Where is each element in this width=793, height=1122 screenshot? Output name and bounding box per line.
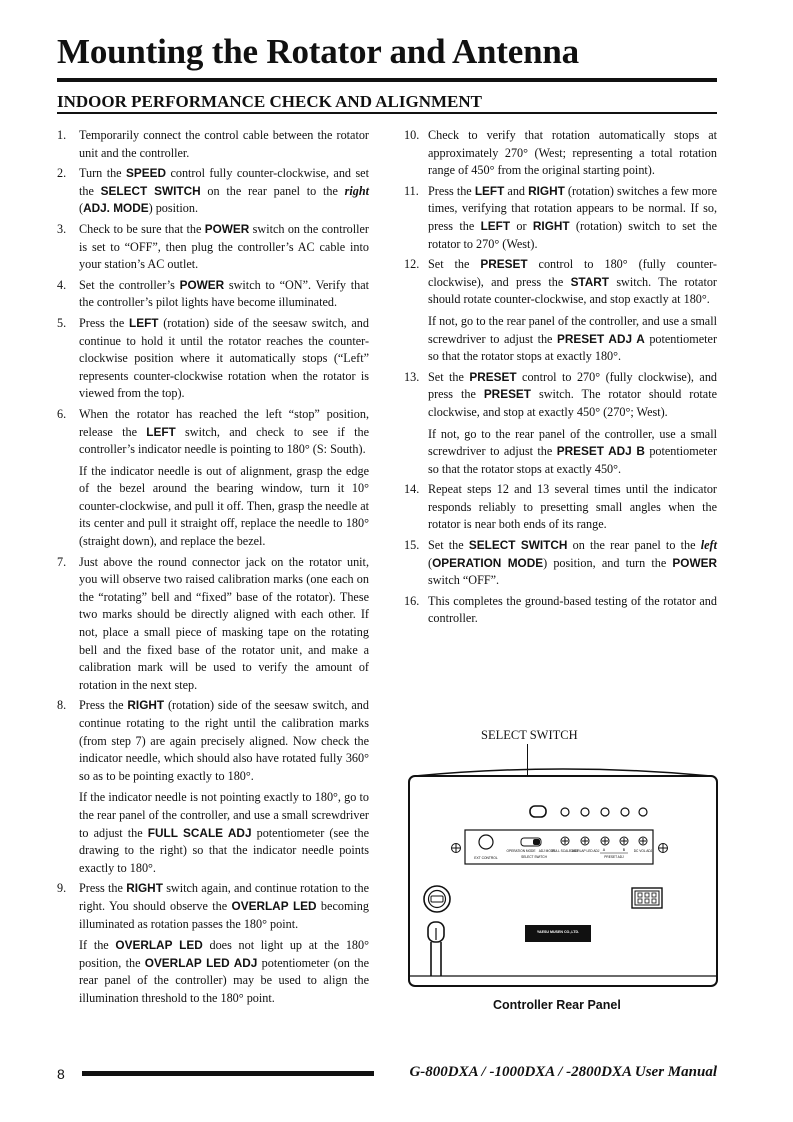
mounting-screw-icon — [659, 844, 668, 853]
step-15: 15. Set the SELECT SWITCH on the rear panel to the left (OPERATION MODE) position, and turn the POWER switch “OFF”. — [404, 538, 717, 588]
step-4: 4. Set the controller’s POWER switch to “ON”. Verify that the controller’s pilot lights have become illuminated. — [57, 277, 370, 310]
nameplate-label — [525, 925, 591, 942]
overlap-led-adj-label: OVERLAP LED ADJ — [570, 849, 600, 853]
step-12: 12. Set the PRESET control to 180° (fully counter-clockwise), and press the START switch. The rotator should rotate counter-clockwise, and stop exactly at 180°. If not, go to the rear panel of the controller, and use a small screwdriver to adjust the PRESET ADJ A potentiometer so that the rotator stops at exactly 180°. — [404, 257, 717, 364]
step-1: 1. Temporarily connect the control cable between the rotator unit and the controller. — [57, 128, 369, 160]
led-1 — [561, 808, 569, 816]
led-3 — [601, 808, 609, 816]
step-2: 2. Turn the SPEED control fully counter-clockwise, and set the SELECT SWITCH on the rear panel to the right (ADJ. MODE) position. — [57, 166, 370, 216]
full-scale-adj-pot-icon — [561, 837, 569, 845]
step-5: 5. Press the LEFT (rotation) side of the seesaw switch, and continue to hold it until the rotator reaches the counter-clockwise position where it automatically stops (“Left” represents counter-clockwise rotation when the rotator is viewed from the top). — [57, 315, 369, 401]
nameplate-text: YAESU MUSEN CO.,LTD. — [536, 930, 580, 934]
rotator-cable-connector-icon — [632, 888, 662, 908]
select-switch-panel-label: SELECT SWITCH — [521, 855, 547, 859]
select-switch-callout: SELECT SWITCH — [481, 728, 578, 742]
left-column — [57, 127, 369, 1011]
preset-adj-b-pot-icon — [620, 837, 628, 845]
step-14: 14. Repeat steps 12 and 13 several times until the indicator responds reliably to presetting small angles when the rotator is near both ends of its range. — [404, 482, 717, 532]
step-13: 13. Set the PRESET control to 270° (fully clockwise), and press the PRESET switch. The rotator should rotate clockwise, and stop at exactly 450° (270°; West). If not, go to the rear panel of the controller, use a small screwdriver to adjust the PRESET ADJ B potentiometer so that the rotator stops at exactly 450°. — [404, 369, 718, 476]
step-8: 8. Press the RIGHT (rotation) side of the seesaw switch, and continue rotating to the right until the calibration marks (from step 7) are again precisely aligned. Now check the indicator needle, which should also have rotated fully 360° so as to be pointing exactly to 180°. If the indicator needle is not pointing exactly to 180°, go to the rear panel of the controller, and use a small screwdriver to adjust the FULL SCALE ADJ potentiometer (see the drawing to the right) so that the indicator needle points exactly to 180°. — [57, 698, 370, 875]
step-11: 11. Press the LEFT and RIGHT (rotation) switches a few more times, verifying that rotation appears to be normal. If so, press the LEFT or RIGHT (rotation) switch to set the rotator to 270° (West). — [404, 183, 717, 251]
step-6: 6. When the rotator has reached the left “stop” position, release the LEFT switch, and check to see if the controller’s indicator needle is pointing to 180° (S: South). If the indicator needle is out of alignment, grasp the edge of the bezel around the bearing window, turn it 10° counter-clockwise, and pull it off. Then, grasp the needle at its center and pull it straight off, replace the needle to 180° (straight down), and replace the bezel. — [57, 406, 369, 549]
led-5 — [639, 808, 647, 816]
overlap-led-adj-pot-icon — [581, 837, 589, 845]
preset-adj-a-pot-icon — [601, 837, 609, 845]
footer-title: G-800DXA / -1000DXA / -2800DXA User Manual — [409, 1064, 717, 1080]
adj-mode-label: ADJ MODE — [538, 849, 556, 853]
footer-rule — [82, 1071, 374, 1076]
controller-housing — [409, 776, 717, 986]
full-scale-adj-label: FULL SCALE ADJ — [552, 849, 578, 853]
step-10: 10. Check to verify that rotation automatically stops at approximately 270° (West; representing a total rotation range of 450° from the original starting point). — [404, 128, 717, 178]
step-9: 9. Press the RIGHT switch again, and continue rotation to the right. You should observe the OVERLAP LED becoming illuminated as rotation passes the 180° point. If the OVERLAP LED does not light up at the 180° position, the OVERLAP LED ADJ potentiometer (on the rear panel of the controller) may be used to align the illumination threshold to the 180° point. — [57, 881, 370, 1005]
fuse-holder-icon — [424, 886, 450, 912]
step-16: 16. This completes the ground-based testing of the rotator and controller. — [404, 593, 717, 626]
controller-rear-panel-drawing — [407, 760, 719, 992]
page-number: 8 — [57, 1066, 65, 1082]
preset-adj-label: PRESET ADJ — [604, 855, 624, 859]
page-title: Mounting the Rotator and Antenna — [57, 32, 579, 71]
led-2 — [581, 808, 589, 816]
led-4 — [621, 808, 629, 816]
ext-control-jack-icon — [479, 835, 493, 849]
section-heading: INDOOR PERFORMANCE CHECK AND ALIGNMENT — [57, 92, 483, 111]
title-rule — [57, 78, 717, 82]
dc-vol-adj-pot-icon — [639, 837, 647, 845]
select-switch-icon — [530, 806, 546, 817]
slide-switch-knob — [533, 839, 540, 845]
housing-top-curve — [415, 769, 711, 776]
dc-vol-adj-label: DC VOL ADJ — [633, 849, 653, 853]
step-3: 3. Check to be sure that the POWER switch on the controller is set to “OFF”, then plug the controller’s AC cable into your station’s AC outlet. — [57, 221, 369, 272]
ext-control-label: EXT CONTROL — [474, 856, 498, 860]
operation-mode-label: OPERATION MODE — [506, 849, 536, 853]
preset-b-label: B — [622, 848, 626, 852]
right-column — [404, 127, 717, 631]
preset-a-label: A — [602, 848, 606, 852]
step-7: 7. Just above the round connector jack on the rotator unit, you will observe two raised calibration marks (one each on the “rotating” bell and “fixed” base of the rotator). These two marks should be directly aligned with each other. If not, place a small piece of masking tape on the rotating bell and the fixed base of the rotator unit, and make a calibration mark will be used to verify the amount of rotation in the next step. — [57, 554, 369, 692]
figure-caption: Controller Rear Panel — [493, 998, 621, 1012]
section-rule — [57, 112, 717, 114]
mounting-screw-icon — [452, 844, 461, 853]
